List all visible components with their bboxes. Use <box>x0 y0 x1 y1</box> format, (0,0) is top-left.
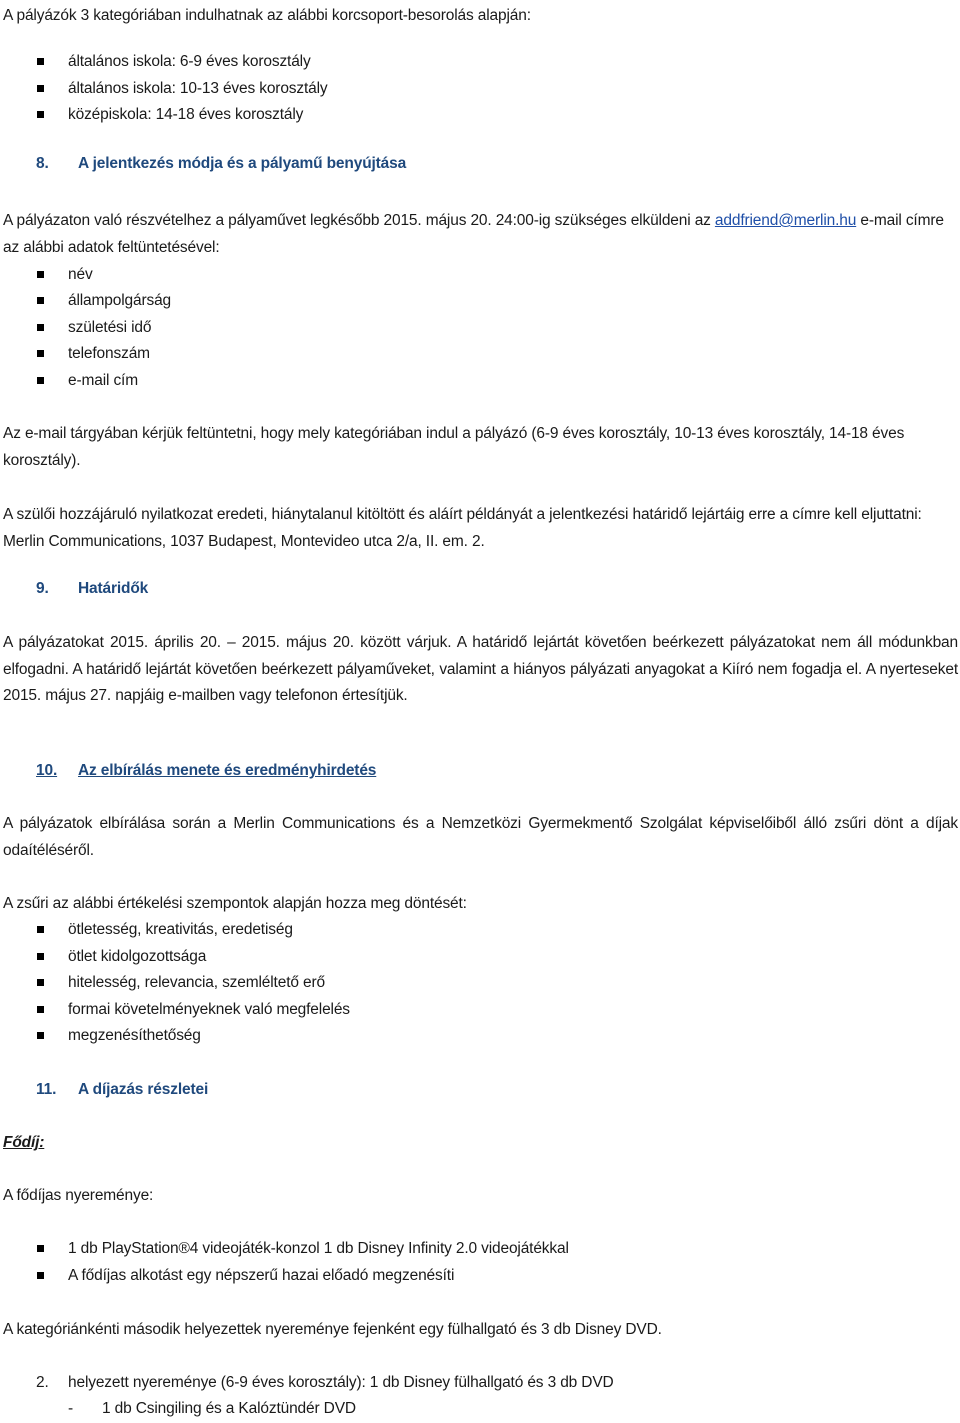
field-item: telefonszám <box>68 345 150 362</box>
main-prize-intro: A fődíjas nyereménye: <box>3 1187 154 1204</box>
prize-item: 1 db PlayStation®4 videojáték-konzol 1 db Disney Infinity 2.0 videojátékkal <box>68 1240 569 1257</box>
submission-text: A pályázaton való részvételhez a pályaművet legkésőbb 2015. május 20. 24:00-ig szükséges elküldeni az <box>3 212 715 229</box>
section-title: Határidők <box>78 580 149 597</box>
email-link[interactable]: addfriend@merlin.hu <box>714 212 857 229</box>
section-number: 10. <box>36 762 58 779</box>
list-item <box>68 102 303 129</box>
bullet-square-icon <box>37 297 44 304</box>
subject-paragraph: Az e-mail tárgyában kérjük feltüntetni, hogy mely kategóriában indul a pályázó (6-9 éves korosztály, 10-13 éves korosztály, 14-18 éves korosztály). <box>3 425 905 469</box>
bullet-square-icon <box>37 85 44 92</box>
deadlines-paragraph: A pályázatokat 2015. április 20. – 2015. május 20. között várjuk. A határidő lejártát követően beérkezett pályázatokat nem áll módunkban elfogadni. A határidő lejártát követően beérkezett pályaműveket, valamint a hiányos pályázati anyagokat a Kiíró nem fogadja el. A nyerteseket 2015. május 27. napjáig e-mailben vagy telefonon értesítjük. <box>3 634 958 704</box>
section-number: 9. <box>36 580 49 597</box>
second-place-sub-item: 1 db Csingiling és a Kalóztündér DVD <box>102 1400 356 1417</box>
list-item <box>68 944 206 971</box>
section-number: 8. <box>36 155 49 172</box>
bullet-square-icon <box>37 350 44 357</box>
main-prize-heading-text: Fődíj: <box>3 1134 45 1151</box>
list-item <box>68 970 325 997</box>
list-item <box>68 917 293 944</box>
list-item <box>68 1236 569 1263</box>
category-item: általános iskola: 10-13 éves korosztály <box>68 80 328 97</box>
section-title: A díjazás részletei <box>78 1081 209 1098</box>
bullet-square-icon <box>37 926 44 933</box>
bullet-square-icon <box>37 1032 44 1039</box>
second-place-item: helyezett nyereménye (6-9 éves korosztály): 1 db Disney fülhallgató és 3 db DVD <box>68 1374 614 1391</box>
bullet-square-icon <box>37 1006 44 1013</box>
field-item: állampolgárság <box>68 292 172 309</box>
criteria-item: ötletesség, kreativitás, eredetiség <box>68 921 293 938</box>
evaluation-paragraph: A pályázatok elbírálása során a Merlin Communications és a Nemzetközi Gyermekmentő Szolgálat képviselőiből álló zsűri dönt a díjak odaítéléséről. <box>3 815 958 859</box>
bullet-square-icon <box>37 58 44 65</box>
list-item <box>68 315 151 342</box>
prize-item: A fődíjas alkotást egy népszerű hazai előadó megzenésíti <box>68 1267 455 1284</box>
dash-marker: - <box>68 1400 74 1417</box>
criteria-item: ötlet kidolgozottsága <box>68 948 207 965</box>
bullet-square-icon <box>37 953 44 960</box>
consent-paragraph: A szülői hozzájáruló nyilatkozat eredeti, hiánytalanul kitöltött és aláírt példányát a jelentkezési határidő lejártáig erre a címre kell eljuttatni: Merlin Communications, 1037 Budapest, Montevideo utca 2/a, II. em. 2. <box>3 506 922 550</box>
category-item: középiskola: 14-18 éves korosztály <box>68 106 304 123</box>
section-number: 11. <box>36 1081 57 1098</box>
list-item <box>68 1023 201 1050</box>
criteria-intro: A zsűri az alábbi értékelési szempontok alapján hozza meg döntését: <box>3 895 467 912</box>
list-item <box>68 1370 614 1397</box>
field-item: név <box>68 266 93 283</box>
list-number: 2. <box>36 1374 49 1391</box>
bullet-square-icon <box>37 377 44 384</box>
criteria-item: formai követelményeknek való megfelelés <box>68 1001 350 1018</box>
list-item <box>68 341 150 368</box>
section-title: A jelentkezés módja és a pályamű benyújtása <box>78 155 407 172</box>
list-item <box>68 262 93 289</box>
bullet-square-icon <box>37 271 44 278</box>
list-item <box>68 997 350 1024</box>
list-item <box>68 49 311 76</box>
list-item <box>68 288 171 315</box>
bullet-square-icon <box>37 111 44 118</box>
category-item: általános iskola: 6-9 éves korosztály <box>68 53 311 70</box>
criteria-item: hitelesség, relevancia, szemléltető erő <box>68 974 325 991</box>
submission-paragraph <box>3 208 958 261</box>
second-place-intro: A kategóriánkénti második helyezettek nyereménye fejenként egy fülhallgató és 3 db Disney DVD. <box>3 1321 662 1338</box>
list-item <box>68 76 328 103</box>
criteria-item: megzenésíthetőség <box>68 1027 201 1044</box>
bullet-square-icon <box>37 324 44 331</box>
field-item: e-mail cím <box>68 372 138 389</box>
bullet-square-icon <box>37 1272 44 1279</box>
list-item <box>36 1370 49 1397</box>
list-item <box>68 368 138 395</box>
field-item: születési idő <box>68 319 152 336</box>
bullet-square-icon <box>37 979 44 986</box>
list-item <box>68 1263 454 1290</box>
main-prize-heading <box>3 1130 958 1157</box>
submission-text-continued: e-mail címre az alábbi adatok feltüntetésével: <box>3 212 944 256</box>
list-item <box>68 1396 73 1423</box>
list-item <box>102 1396 356 1423</box>
bullet-square-icon <box>37 1245 44 1252</box>
section-title: Az elbírálás menete és eredményhirdetés <box>78 762 377 779</box>
intro-text: A pályázók 3 kategóriában indulhatnak az alábbi korcsoport-besorolás alapján: <box>3 7 531 24</box>
